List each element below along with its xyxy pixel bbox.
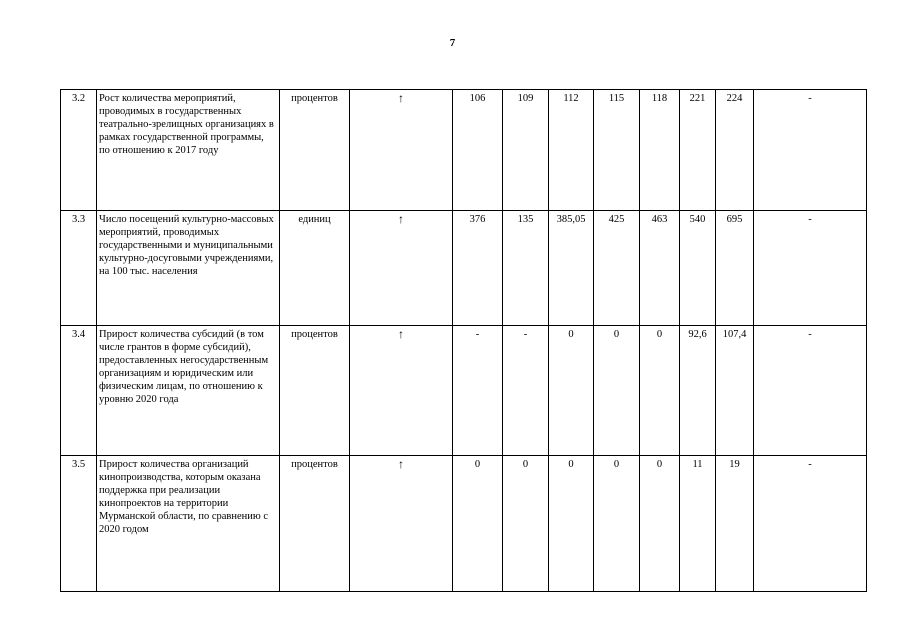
value-cell: 135: [503, 211, 549, 326]
value-cell: 92,6: [680, 326, 716, 456]
note-cell: -: [754, 326, 867, 456]
indicator-name: Прирост количества субсидий (в том числе грантов в форме субсидий), предоставленных негосударственным организациям и юридическим или физическим лицам, по отношению к уровню 2020 года: [97, 326, 280, 456]
value-cell: 107,4: [716, 326, 754, 456]
note-cell: -: [754, 211, 867, 326]
indicator-name: Число посещений культурно-массовых мероприятий, проводимых государственными и муниципальными культурно-досуговыми учреждениями, на 100 тыс. населения: [97, 211, 280, 326]
trend-arrow-icon: ↑: [350, 90, 453, 211]
unit-cell: процентов: [280, 326, 350, 456]
value-cell: -: [503, 326, 549, 456]
value-cell: 0: [640, 326, 680, 456]
value-cell: 0: [640, 456, 680, 592]
value-cell: 0: [503, 456, 549, 592]
value-cell: 425: [594, 211, 640, 326]
value-cell: 115: [594, 90, 640, 211]
value-cell: 221: [680, 90, 716, 211]
value-cell: 0: [594, 326, 640, 456]
value-cell: 385,05: [549, 211, 594, 326]
value-cell: 106: [453, 90, 503, 211]
value-cell: 540: [680, 211, 716, 326]
trend-arrow-icon: ↑: [350, 211, 453, 326]
table-row: [61, 326, 867, 456]
row-number: 3.4: [61, 326, 97, 456]
trend-arrow-icon: ↑: [350, 456, 453, 592]
value-cell: 695: [716, 211, 754, 326]
table-row: [61, 456, 867, 592]
value-cell: 376: [453, 211, 503, 326]
value-cell: 0: [549, 326, 594, 456]
row-number: 3.3: [61, 211, 97, 326]
value-cell: 118: [640, 90, 680, 211]
note-cell: -: [754, 90, 867, 211]
table-row: [61, 90, 867, 211]
table-row: [61, 211, 867, 326]
value-cell: 109: [503, 90, 549, 211]
trend-arrow-icon: ↑: [350, 326, 453, 456]
indicator-name: Рост количества мероприятий, проводимых в государственных театрально-зрелищных организациях в рамках государственной программы, по отношению к 2017 году: [97, 90, 280, 211]
value-cell: 0: [549, 456, 594, 592]
page-number: 7: [449, 37, 456, 49]
value-cell: 0: [453, 456, 503, 592]
value-cell: 11: [680, 456, 716, 592]
value-cell: 463: [640, 211, 680, 326]
value-cell: 0: [594, 456, 640, 592]
row-number: 3.2: [61, 90, 97, 211]
value-cell: 224: [716, 90, 754, 211]
indicator-name: Прирост количества организаций кинопроизводства, которым оказана поддержка при реализации кинопроектов на территории Мурманской области, по сравнению с 2020 годом: [97, 456, 280, 592]
indicators-table: [60, 89, 867, 592]
unit-cell: единиц: [280, 211, 350, 326]
unit-cell: процентов: [280, 90, 350, 211]
value-cell: 19: [716, 456, 754, 592]
value-cell: 112: [549, 90, 594, 211]
row-number: 3.5: [61, 456, 97, 592]
unit-cell: процентов: [280, 456, 350, 592]
value-cell: -: [453, 326, 503, 456]
note-cell: -: [754, 456, 867, 592]
